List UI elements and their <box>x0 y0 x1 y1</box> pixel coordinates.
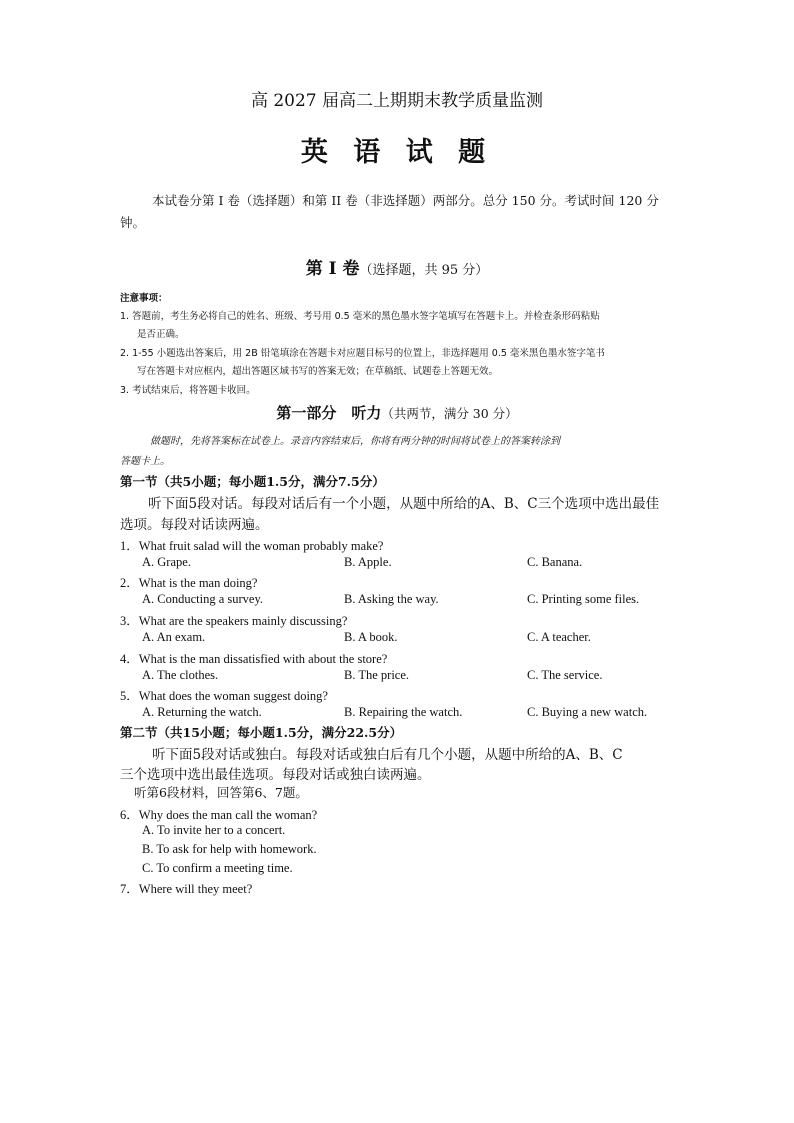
section1-description-cont: 选项。每段对话读两遍。 <box>120 517 269 533</box>
question-1 <box>120 536 383 554</box>
question-number: 5． <box>120 689 139 703</box>
question-number: 7． <box>120 882 139 896</box>
notice-item-1-cont: 是否正确。 <box>137 329 185 340</box>
section1-description: 听下面5段对话。每段对话后有一个小题，从题中所给的A、B、C三个选项中选出最佳 <box>148 496 660 512</box>
question-text: What does the woman suggest doing? <box>138 689 328 703</box>
question-number: 1． <box>120 539 139 553</box>
q5-option-c: C. Buying a new watch. <box>527 705 648 719</box>
exam-intro: 本试卷分第 I 卷（选择题）和第 II 卷（非选择题）两部分。总分 150 分。考试时间 120 分钟。 <box>120 193 659 230</box>
exam-title: 高 2027 届高二上期期末教学质量监测 <box>250 91 544 111</box>
part1-title-main: 第一部分 听力 <box>276 404 382 422</box>
part1-instruction: 做题时，先将答案标在试卷上。录音内容结束后，你将有两分钟的时间将试卷上的答案转涂到 <box>150 436 560 447</box>
q4-option-b: B. The price. <box>344 668 410 682</box>
question-3 <box>120 611 347 629</box>
section2-description: 听下面5段对话或独白。每段对话或独白后有几个小题，从题中所给的A、B、C <box>152 747 623 763</box>
q6-option-b: B. To ask for help with homework. <box>142 842 317 856</box>
q1-option-b: B. Apple. <box>344 555 392 569</box>
notice-item-1: 1. 答题前，考生务必将自己的姓名、班级、考号用 0.5 毫米的黑色墨水签字笔填写在答题卡上。并检查条形码粘贴 <box>120 311 600 322</box>
question-number: 4． <box>120 652 139 666</box>
notices-heading: 注意事项： <box>120 293 168 304</box>
q2-option-a: A. Conducting a survey. <box>142 592 264 606</box>
question-text: What is the man dissatisfied with about the store? <box>138 652 388 666</box>
question-6 <box>120 805 317 823</box>
notice-item-3: 3. 考试结束后，将答题卡收回。 <box>120 385 256 396</box>
q3-option-a: A. An exam. <box>142 630 206 644</box>
q4-option-c: C. The service. <box>527 668 603 682</box>
question-text: What is the man doing? <box>138 576 258 590</box>
material-6-instruction: 听第6段材料，回答第6、7题。 <box>134 785 308 800</box>
q4-option-a: A. The clothes. <box>142 668 219 682</box>
question-5 <box>120 686 328 704</box>
part1-title <box>0 402 794 423</box>
part1-instruction-cont: 答题卡上。 <box>120 456 170 467</box>
q3-option-b: B. A book. <box>344 630 398 644</box>
question-number: 6． <box>120 808 139 822</box>
question-text: Why does the man call the woman? <box>138 808 318 822</box>
question-text: What are the speakers mainly discussing? <box>138 614 348 628</box>
question-2 <box>120 573 258 591</box>
subject-title: 英 语 试 题 <box>300 137 494 168</box>
q1-option-a: A. Grape. <box>142 555 191 569</box>
q6-option-c: C. To confirm a meeting time. <box>142 861 293 875</box>
q3-option-c: C. A teacher. <box>527 630 591 644</box>
q2-option-c: C. Printing some files. <box>527 592 640 606</box>
question-text: Where will they meet? <box>138 882 253 896</box>
volume-title-main: 第 Ⅰ 卷 <box>305 259 360 279</box>
volume-title <box>0 254 794 279</box>
volume-title-note: （选择题，共 95 分） <box>359 263 489 278</box>
section1-heading: 第一节（共5小题；每小题1.5分，满分7.5分） <box>120 474 385 489</box>
q1-option-c: C. Banana. <box>527 555 583 569</box>
question-number: 3． <box>120 614 139 628</box>
part1-title-note: （共两节，满分 30 分） <box>381 406 518 421</box>
question-4 <box>120 649 387 667</box>
question-number: 2． <box>120 576 139 590</box>
q5-option-b: B. Repairing the watch. <box>344 705 463 719</box>
q2-option-b: B. Asking the way. <box>344 592 439 606</box>
q6-option-a: A. To invite her to a concert. <box>142 823 286 837</box>
section2-description-cont: 三个选项中选出最佳选项。每段对话或独白读两遍。 <box>120 767 431 783</box>
q5-option-a: A. Returning the watch. <box>142 705 262 719</box>
question-7 <box>120 879 252 897</box>
notice-item-2: 2. 1-55 小题选出答案后，用 2B 铅笔填涂在答题卡对应题目标号的位置上，非选择题用 0.5 毫米黑色墨水签字笔书 <box>120 348 605 359</box>
notice-item-2-cont: 写在答题卡对应框内，超出答题区域书写的答案无效；在草稿纸、试题卷上答题无效。 <box>137 366 499 377</box>
section2-heading: 第二节（共15小题；每小题1.5分，满分22.5分） <box>120 725 403 740</box>
question-text: What fruit salad will the woman probably make? <box>138 539 384 553</box>
